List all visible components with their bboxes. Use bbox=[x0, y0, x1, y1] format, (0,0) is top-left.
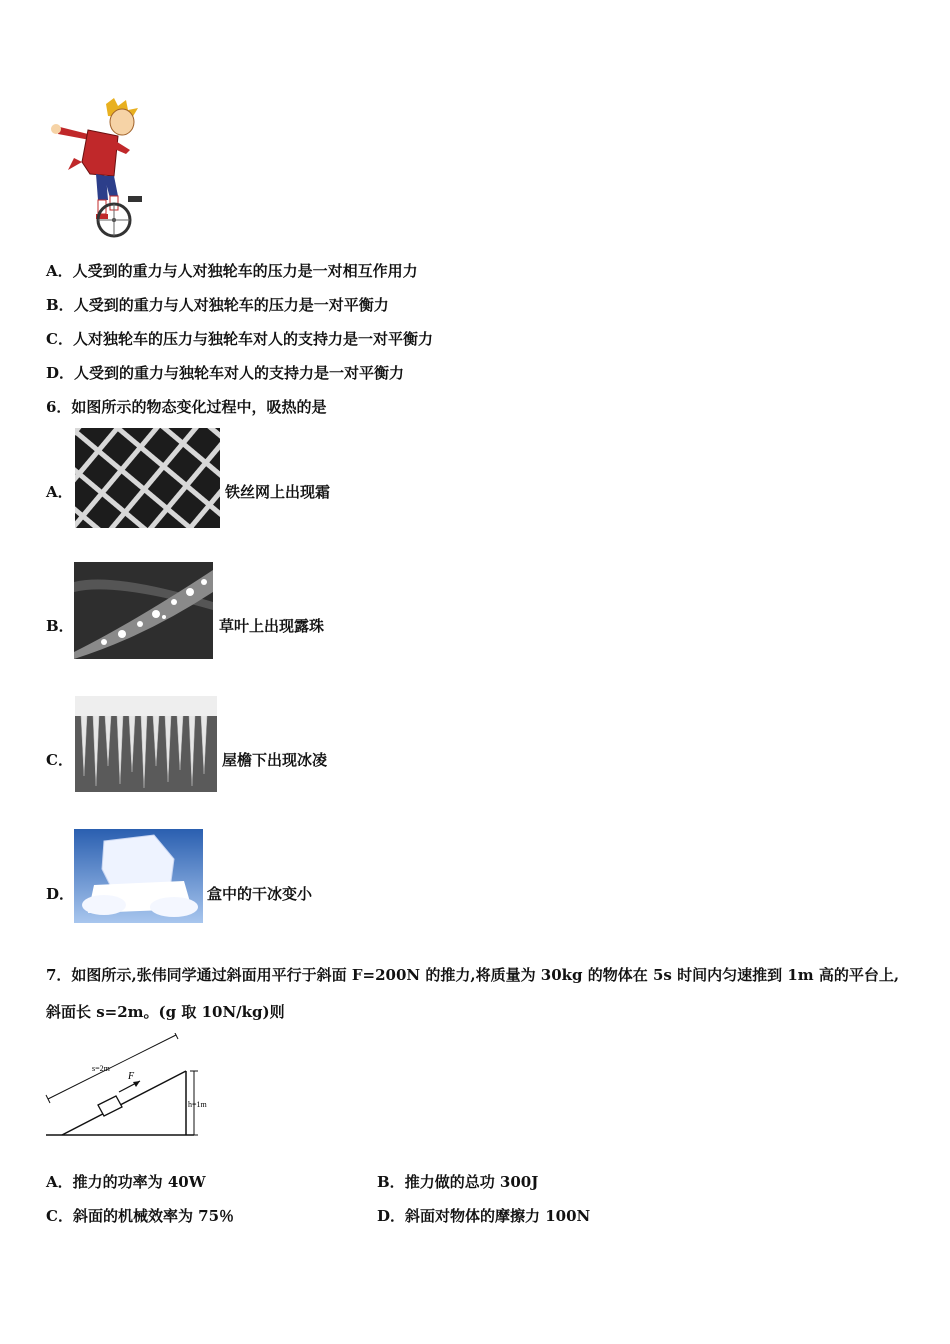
incline-diagram bbox=[44, 1033, 234, 1143]
q7-option-b: B．推力做的总功 300J bbox=[377, 1173, 539, 1191]
q6-option-c-text: 屋檐下出现冰凌 bbox=[222, 751, 328, 769]
q6-option-d-letter: D． bbox=[46, 885, 75, 903]
height-label: h=1m bbox=[188, 1100, 207, 1109]
q7-stem: 7．如图所示,张伟同学通过斜面用平行于斜面 F=200N 的推力,将质量为 30kg 的物体在 5s 时间内匀速推到 1m 高的平台上, 斜面长 s=2m。(g 取 10N/kg)则 bbox=[46, 966, 900, 1021]
q5-option-d: D．人受到的重力与独轮车对人的支持力是一对平衡力 bbox=[46, 364, 405, 382]
unicycle-illustration bbox=[48, 96, 148, 242]
q7-option-a: A．推力的功率为 40W bbox=[46, 1173, 206, 1191]
q6-option-c-letter: C． bbox=[46, 751, 73, 769]
q5-option-b: B．人受到的重力与人对独轮车的压力是一对平衡力 bbox=[46, 296, 389, 314]
q6-option-b-text: 草叶上出现露珠 bbox=[219, 617, 325, 635]
dry-ice-photo bbox=[74, 829, 203, 923]
q5-option-a: A．人受到的重力与人对独轮车的压力是一对相互作用力 bbox=[46, 262, 418, 280]
q5-option-c: C．人对独轮车的压力与独轮车对人的支持力是一对平衡力 bbox=[46, 330, 433, 348]
q7-option-c: C．斜面的机械效率为 75％ bbox=[46, 1207, 235, 1225]
dew-grass-photo bbox=[74, 562, 213, 659]
slope-length-label: s=2m bbox=[92, 1064, 110, 1073]
q6-option-a-text: 铁丝网上出现霜 bbox=[225, 483, 331, 501]
q7-option-d: D．斜面对物体的摩擦力 100N bbox=[377, 1207, 591, 1225]
q6-option-d-text: 盒中的干冰变小 bbox=[207, 885, 313, 903]
force-label: F bbox=[128, 1071, 135, 1082]
q6-option-b-letter: B． bbox=[46, 617, 74, 635]
frost-wire-mesh-photo bbox=[75, 428, 220, 528]
q6-option-a-letter: A． bbox=[46, 483, 73, 501]
q6-stem: 6．如图所示的物态变化过程中，吸热的是 bbox=[46, 398, 327, 416]
icicles-photo bbox=[75, 696, 217, 792]
